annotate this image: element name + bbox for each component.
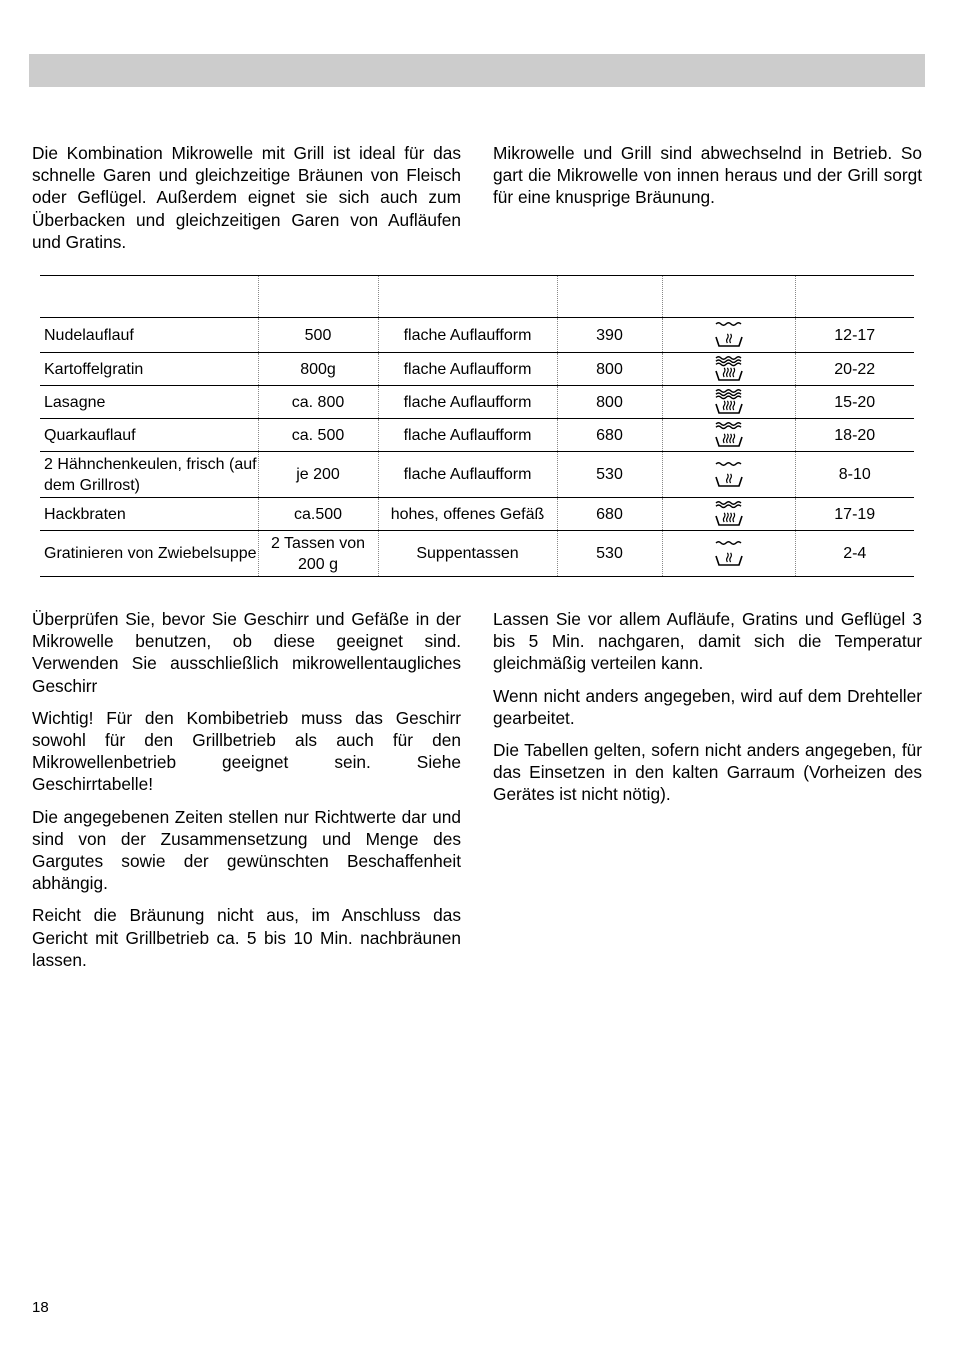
power-cell: 800: [557, 386, 662, 419]
note-paragraph: Überprüfen Sie, bevor Sie Geschirr und Gefäße in der Mikrowelle benutzen, ob diese geeignet sind. Verwenden Sie ausschließlich mikrowellentaugliches Geschirr: [32, 609, 461, 696]
mode-cell: [662, 452, 795, 498]
notes-left-column: [32, 608, 461, 981]
grill-microwave-icon: [713, 354, 745, 384]
table-row: [40, 498, 914, 531]
header-cell-dish: [40, 276, 258, 318]
header-cell-power: [557, 276, 662, 318]
table-row: [40, 318, 914, 353]
note-paragraph: Die Tabellen gelten, sofern nicht anders angegeben, für das Einsetzen in den kalten Garraum (Vorheizen des Gerätes ist nicht nötig).: [493, 740, 922, 805]
note-paragraph: Wichtig! Für den Kombibetrieb muss das Geschirr sowohl für den Grillbetrieb als auch für den Mikrowellenbetrieb geeignet sein. Siehe Geschirrtabelle!: [32, 707, 461, 795]
time-cell: 17-19: [795, 498, 914, 531]
dish-type-cell: Suppentassen: [378, 531, 557, 577]
note-paragraph: Reicht die Bräunung nicht aus, im Anschluss das Gericht mit Grillbetrieb ca. 5 bis 10 Min. nachbräunen lassen.: [32, 905, 461, 970]
time-cell: 15-20: [795, 386, 914, 419]
dish-type-cell: hohes, offenes Gefäß: [378, 498, 557, 531]
table-row: [40, 419, 914, 452]
intro-right-paragraph: Mikrowelle und Grill sind abwechselnd in Betrieb. So gart die Mikrowelle von innen heraus und der Grill sorgt für eine knusprige Bräunung.: [493, 143, 922, 208]
dish-cell: Quarkauflauf: [40, 419, 258, 452]
dish-cell: Lasagne: [40, 386, 258, 419]
grill-microwave-icon: [713, 387, 745, 417]
grill-microwave-icon: [713, 499, 745, 529]
grill-microwave-icon: [713, 320, 745, 350]
grill-microwave-icon: [713, 420, 745, 450]
table-row: [40, 386, 914, 419]
header-cell-amount: [258, 276, 378, 318]
power-cell: 800: [557, 353, 662, 386]
table-row: [40, 452, 914, 498]
grill-microwave-icon: [713, 539, 745, 569]
header-cell-time: [795, 276, 914, 318]
section-header-bar: [29, 54, 925, 87]
dish-type-cell: flache Auflaufform: [378, 353, 557, 386]
intro-left-paragraph: Die Kombination Mikrowelle mit Grill ist ideal für das schnelle Garen und gleichzeitige Bräunen von Fleisch oder Geflügel. Außerdem eignet sie sich auch zum Überbacken und gleichzeitigen Garen von Aufläufen und Gratins.: [32, 143, 461, 252]
mode-cell: [662, 353, 795, 386]
intro-left-column: [32, 142, 461, 263]
mode-cell: [662, 498, 795, 531]
amount-cell: ca. 800: [258, 386, 378, 419]
time-cell: 20-22: [795, 353, 914, 386]
dish-cell: Gratinieren von Zwiebelsuppe: [40, 531, 258, 577]
dish-type-cell: flache Auflaufform: [378, 386, 557, 419]
dish-cell: Nudelauflauf: [40, 318, 258, 353]
intro-right-column: [493, 142, 922, 219]
amount-cell: 2 Tassen von 200 g: [258, 531, 378, 577]
amount-cell: 500: [258, 318, 378, 353]
dish-cell: Kartoffelgratin: [40, 353, 258, 386]
table-row: [40, 353, 914, 386]
note-paragraph: Wenn nicht anders angegeben, wird auf dem Drehteller gearbeitet.: [493, 685, 922, 728]
dish-cell: 2 Hähnchenkeulen, frisch (auf dem Grillrost): [40, 452, 258, 498]
power-cell: 390: [557, 318, 662, 353]
dish-type-cell: flache Auflaufform: [378, 452, 557, 498]
header-cell-dish-type: [378, 276, 557, 318]
dish-type-cell: flache Auflaufform: [378, 318, 557, 353]
notes-right-column: [493, 608, 922, 816]
header-cell-mode: [662, 276, 795, 318]
power-cell: 530: [557, 452, 662, 498]
note-paragraph: Die angegebenen Zeiten stellen nur Richtwerte dar und sind von der Zusammensetzung und Menge des Gargutes sowie der gewünschten Beschaffenheit abhängig.: [32, 806, 461, 894]
page-number: 18: [32, 1299, 49, 1316]
amount-cell: 800g: [258, 353, 378, 386]
power-cell: 680: [557, 498, 662, 531]
time-cell: 18-20: [795, 419, 914, 452]
mode-cell: [662, 386, 795, 419]
mode-cell: [662, 419, 795, 452]
table-row: [40, 531, 914, 577]
mode-cell: [662, 531, 795, 577]
grill-microwave-icon: [713, 460, 745, 490]
table-header-row: [40, 276, 914, 318]
time-cell: 8-10: [795, 452, 914, 498]
time-cell: 2-4: [795, 531, 914, 577]
amount-cell: ca.500: [258, 498, 378, 531]
dish-type-cell: flache Auflaufform: [378, 419, 557, 452]
recipe-table: [40, 275, 914, 577]
amount-cell: je 200: [258, 452, 378, 498]
power-cell: 680: [557, 419, 662, 452]
dish-cell: Hackbraten: [40, 498, 258, 531]
note-paragraph: Lassen Sie vor allem Aufläufe, Gratins und Geflügel 3 bis 5 Min. nachgaren, damit sich die Temperatur gleichmäßig verteilen kann.: [493, 609, 922, 674]
mode-cell: [662, 318, 795, 353]
power-cell: 530: [557, 531, 662, 577]
amount-cell: ca. 500: [258, 419, 378, 452]
time-cell: 12-17: [795, 318, 914, 353]
